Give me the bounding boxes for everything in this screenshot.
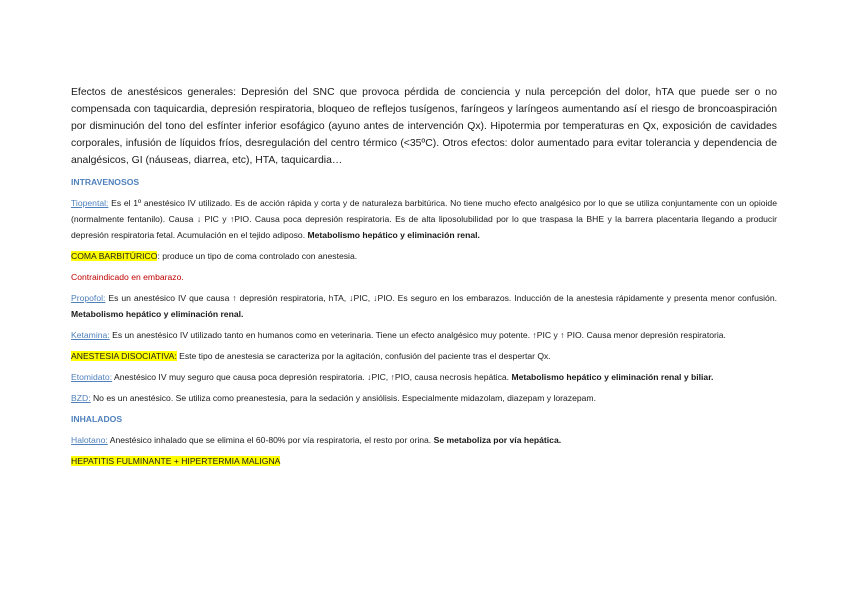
- coma-text: : produce un tipo de coma controlado con anestesia.: [157, 251, 358, 261]
- coma-label: COMA BARBITÚRICO: [71, 251, 158, 261]
- bzd-paragraph: [71, 390, 777, 406]
- ketamina-term: Ketamina:: [71, 330, 110, 340]
- tiopental-paragraph: [71, 195, 777, 243]
- etomidato-paragraph: [71, 369, 777, 385]
- disociativa-paragraph: [71, 348, 777, 364]
- disociativa-label: ANESTESIA DISOCIATIVA:: [71, 351, 177, 361]
- halotano-text: Anestésico inhalado que se elimina el 60-80% por vía respiratoria, el resto por orina.: [107, 435, 434, 445]
- bzd-term: BZD:: [71, 393, 91, 403]
- propofol-bold: Metabolismo hepático y eliminación renal.: [71, 309, 244, 319]
- coma-paragraph: [71, 248, 777, 264]
- bzd-text: No es un anestésico. Se utiliza como preanestesia, para la sedación y ansiólisis. Especialmente midazolam, diazepam y lorazepam.: [90, 393, 596, 403]
- disociativa-text: Este tipo de anestesia se caracteriza por la agitación, confusión del paciente tras el despertar Qx.: [176, 351, 551, 361]
- etomidato-bold: Metabolismo hepático y eliminación renal y biliar.: [511, 372, 714, 382]
- inhalados-heading: INHALADOS: [71, 414, 123, 424]
- etomidato-term: Etomidato:: [71, 372, 113, 382]
- ketamina-paragraph: [71, 327, 777, 343]
- contraindicado-paragraph: Contraindicado en embarazo.: [71, 272, 184, 282]
- hepatitis-paragraph: [71, 453, 777, 469]
- halotano-term: Halotano:: [71, 435, 108, 445]
- halotano-paragraph: [71, 432, 777, 448]
- document-page: [71, 84, 777, 474]
- tiopental-text: Es el 1º anestésico IV utilizado. Es de acción rápida y corta y de naturaleza barbitúrica. No tiene mucho efecto analgésico por lo que se utiliza conjuntamente con un opioide (normalmente fentanilo). Causa ↓ PIC y ↑PIO. Causa poca depresión respiratoria. Es de alta liposolubilidad por lo que traspasa la BHE y la barrera placentaria llegando a producir depresión respiratoria fetal. Acumulación en el tejido adiposo.: [71, 198, 777, 240]
- intro-paragraph: Efectos de anestésicos generales: Depresión del SNC que provoca pérdida de conciencia y nula percepción del dolor, hTA que puede ser o no compensada con taquicardia, depresión respiratoria, bloqueo de reflejos tusígenos, faríngeos y laríngeos aumentando así el riesgo de broncoaspiración por disminución del tono del esfínter inferior esofágico (ayuno antes de intervención Qx). Hipotermia por temperaturas en Qx, exposición de cavidades corporales, infusión de líquidos fríos, desregulación del centro térmico (<35ºC). Otros efectos: dolor aumentado para evitar tolerancia y dependencia de analgésicos, GI (náuseas, diarrea, etc), HTA, taquicardia…: [71, 87, 777, 166]
- ketamina-text: Es un anestésico IV utilizado tanto en humanos como en veterinaria. Tiene un efecto analgésico muy potente. ↑PIC y ↑ PIO. Causa menor depresión respiratoria.: [109, 330, 726, 340]
- tiopental-term: Tiopental:: [71, 198, 109, 208]
- tiopental-bold: Metabolismo hepático y eliminación renal.: [307, 230, 480, 240]
- halotano-bold: Se metaboliza por vía hepática.: [433, 435, 562, 445]
- propofol-term: Propofol:: [71, 293, 106, 303]
- hepatitis-label: HEPATITIS FULMINANTE + HIPERTERMIA MALIGNA: [71, 456, 281, 466]
- propofol-text: Es un anestésico IV que causa ↑ depresión respiratoria, hTA, ↓PIC, ↓PIO. Es seguro en los embarazos. Inducción de la anestesia rápidamente y presenta menor confusión.: [105, 293, 777, 303]
- propofol-paragraph: [71, 290, 777, 322]
- etomidato-text: Anestésico IV muy seguro que causa poca depresión respiratoria. ↓PIC, ↑PIO, causa necrosis hepática.: [112, 372, 512, 382]
- intravenosos-heading: INTRAVENOSOS: [71, 177, 140, 187]
